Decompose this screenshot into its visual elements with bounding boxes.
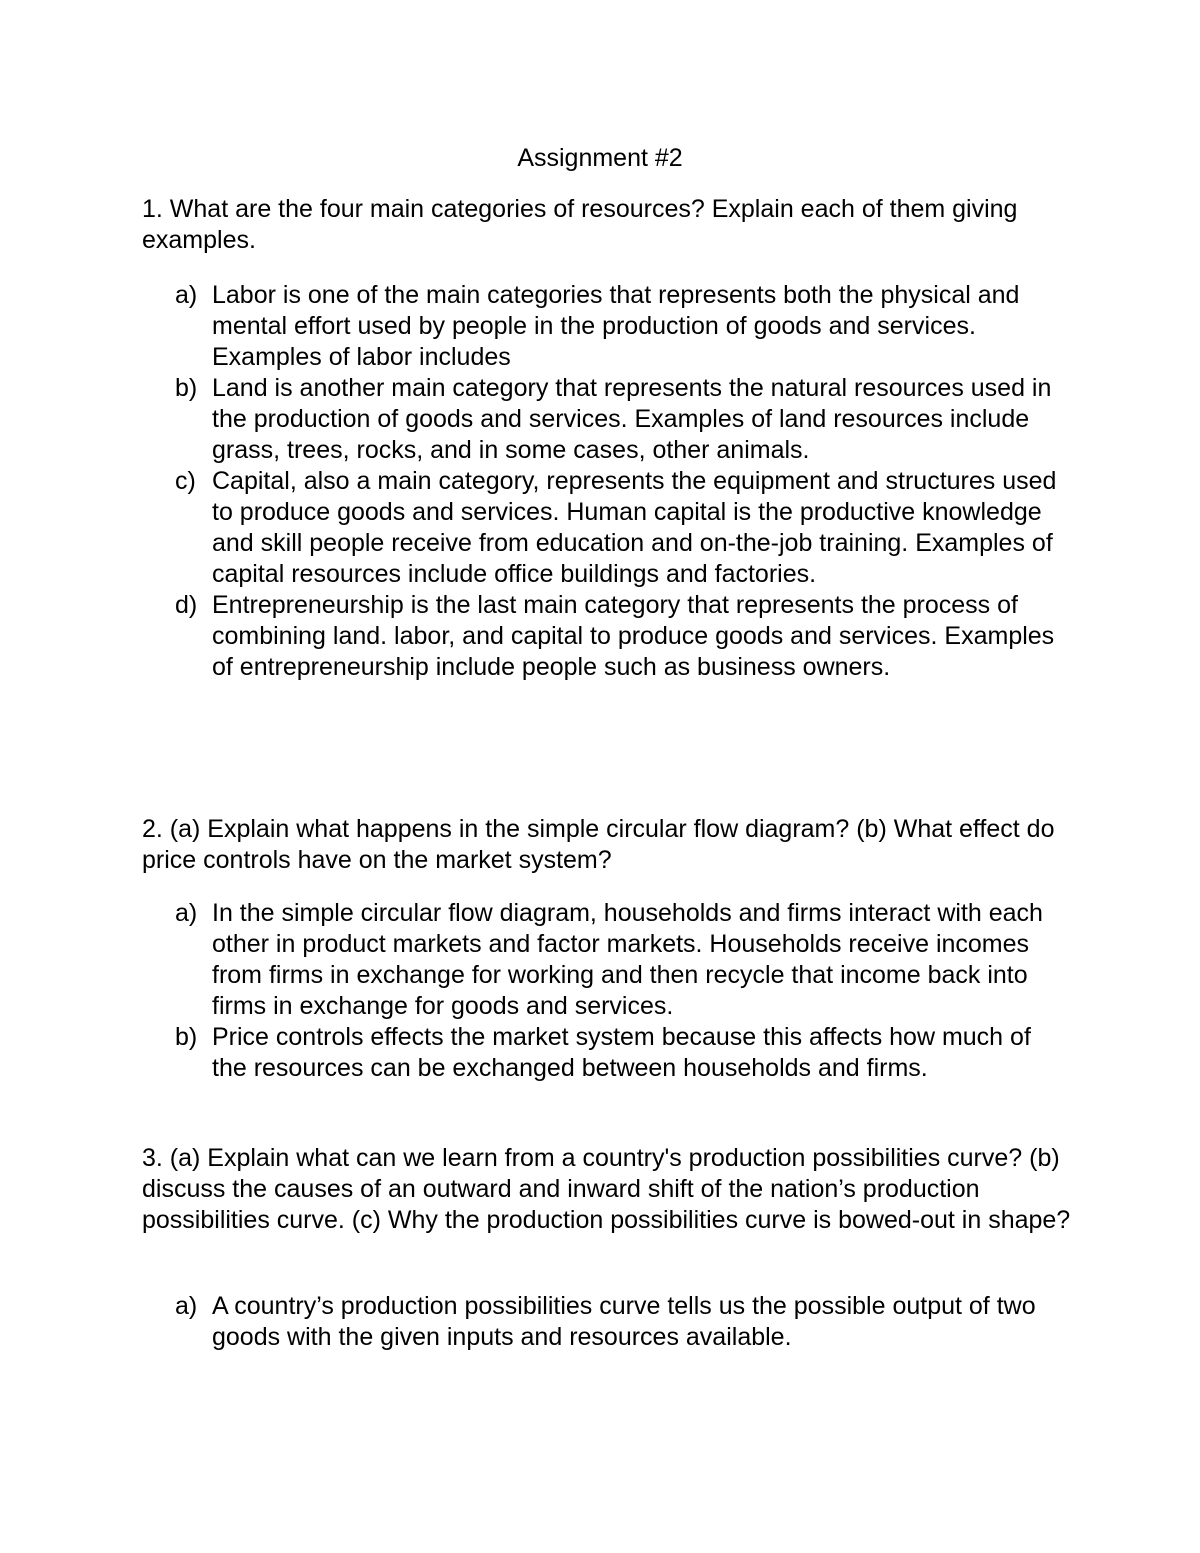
answer-text: Labor is one of the main categories that represents both the physical and mental effort used by people in the production of goods and services. Examples of labor includes bbox=[212, 281, 1020, 371]
answer-text: In the simple circular flow diagram, households and firms interact with each other in product markets and factor markets. Households receive incomes from firms in exchange for working and then recycle that income back into firms in exchange for goods and services. bbox=[212, 899, 1043, 1020]
question-2-answers bbox=[142, 898, 1072, 1084]
list-marker: d) bbox=[175, 591, 198, 619]
document-title: Assignment #2 bbox=[517, 144, 683, 172]
list-marker: b) bbox=[175, 374, 198, 402]
answer-3a bbox=[142, 1291, 1072, 1353]
answer-2a bbox=[142, 898, 1072, 1022]
list-marker: a) bbox=[175, 281, 198, 309]
list-marker: a) bbox=[175, 899, 198, 927]
answer-2b bbox=[142, 1022, 1072, 1084]
answer-text: Entrepreneurship is the last main category that represents the process of combining land. labor, and capital to produce goods and services. Examples of entrepreneurship include people such as business owners. bbox=[212, 591, 1055, 681]
question-1: 1. What are the four main categories of resources? Explain each of them giving examples. bbox=[142, 195, 1018, 254]
question-3-answers bbox=[142, 1291, 1072, 1353]
answer-1c bbox=[142, 466, 1072, 590]
question-2: 2. (a) Explain what happens in the simple circular flow diagram? (b) What effect do price controls have on the market system? bbox=[142, 815, 1055, 874]
list-marker: b) bbox=[175, 1023, 198, 1051]
question-3: 3. (a) Explain what can we learn from a country's production possibilities curve? (b) discuss the causes of an outward and inward shift of the nation’s production possibilities curve. (c) Why the production possibilities curve is bowed-out in shape? bbox=[142, 1144, 1071, 1234]
answer-text: Price controls effects the market system because this affects how much of the resources can be exchanged between households and firms. bbox=[212, 1023, 1031, 1082]
answer-1d bbox=[142, 590, 1072, 683]
list-marker: c) bbox=[175, 467, 196, 495]
list-marker: a) bbox=[175, 1292, 198, 1320]
answer-text: Land is another main category that represents the natural resources used in the production of goods and services. Examples of land resources include grass, trees, rocks, and in some cases, other animals. bbox=[212, 374, 1052, 464]
answer-1a bbox=[142, 280, 1072, 373]
answer-text: A country’s production possibilities curve tells us the possible output of two goods with the given inputs and resources available. bbox=[212, 1292, 1036, 1351]
answer-text: Capital, also a main category, represents the equipment and structures used to produce goods and services. Human capital is the productive knowledge and skill people receive from education and on-the-job training. Examples of capital resources include office buildings and factories. bbox=[212, 467, 1057, 588]
answer-1b bbox=[142, 373, 1072, 466]
question-1-answers bbox=[142, 280, 1072, 683]
